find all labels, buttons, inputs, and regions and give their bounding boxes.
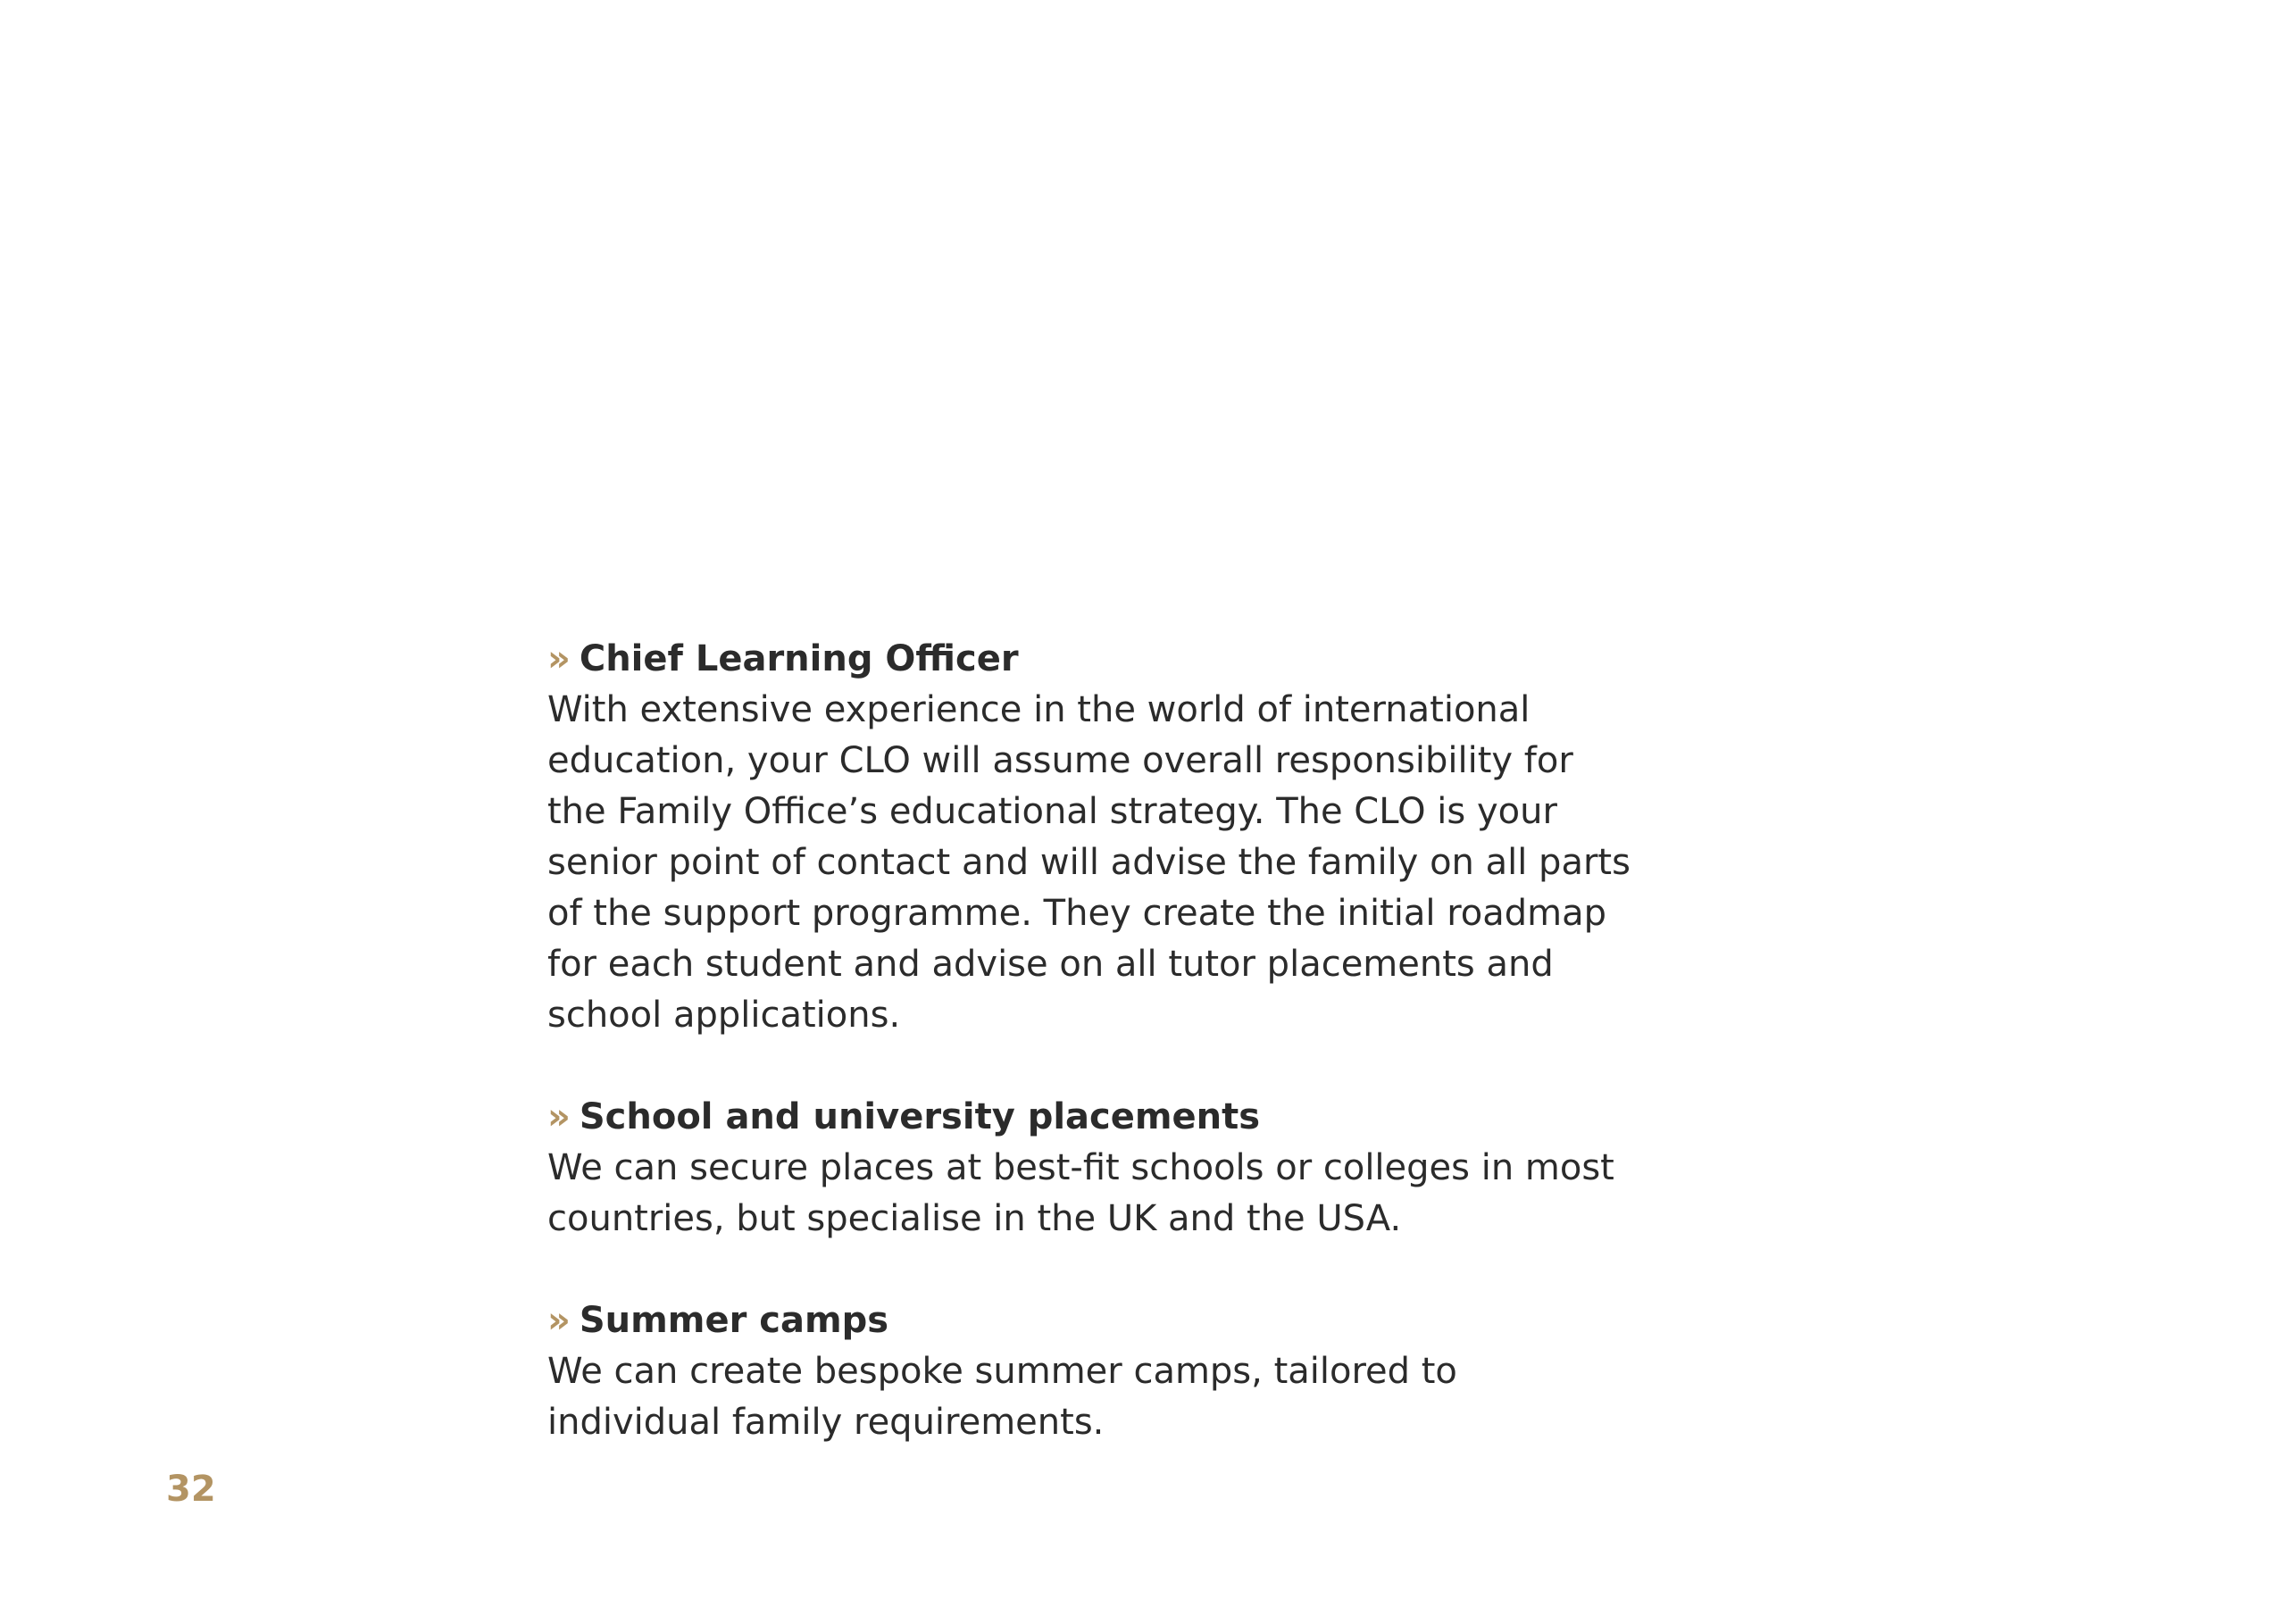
section-heading [547, 1295, 1797, 1346]
section-heading-text: Chief Learning Officer [579, 638, 1019, 679]
section-heading-text: School and university placements [579, 1096, 1261, 1137]
section-school-university-placements [547, 1092, 1797, 1245]
section-heading [547, 1092, 1797, 1143]
document-body [547, 634, 1797, 1499]
body-line: for each student and advise on all tutor placements and [547, 944, 1554, 985]
section-heading [547, 634, 1797, 685]
section-body [547, 685, 1797, 1041]
chevron-right-icon: » [547, 1300, 571, 1341]
body-line: school applications. [547, 995, 901, 1036]
page-number: 32 [166, 1469, 216, 1510]
section-summer-camps [547, 1295, 1797, 1448]
chevron-right-icon: » [547, 638, 571, 679]
body-line: We can secure places at best-fit schools or colleges in most [547, 1147, 1614, 1188]
body-line: of the support programme. They create the initial roadmap [547, 893, 1607, 934]
section-body [547, 1346, 1797, 1448]
section-body [547, 1143, 1797, 1245]
chevron-right-icon: » [547, 1096, 571, 1137]
body-line: senior point of contact and will advise the family on all parts [547, 842, 1631, 883]
body-line: We can create bespoke summer camps, tailored to [547, 1351, 1457, 1392]
section-chief-learning-officer [547, 634, 1797, 1041]
body-line: individual family requirements. [547, 1402, 1105, 1443]
section-heading-text: Summer camps [579, 1300, 889, 1341]
body-line: countries, but specialise in the UK and the USA. [547, 1198, 1402, 1239]
body-line: education, your CLO will assume overall responsibility for [547, 740, 1573, 781]
body-line: the Family Office’s educational strategy. The CLO is your [547, 791, 1557, 832]
body-line: With extensive experience in the world of international [547, 689, 1531, 730]
